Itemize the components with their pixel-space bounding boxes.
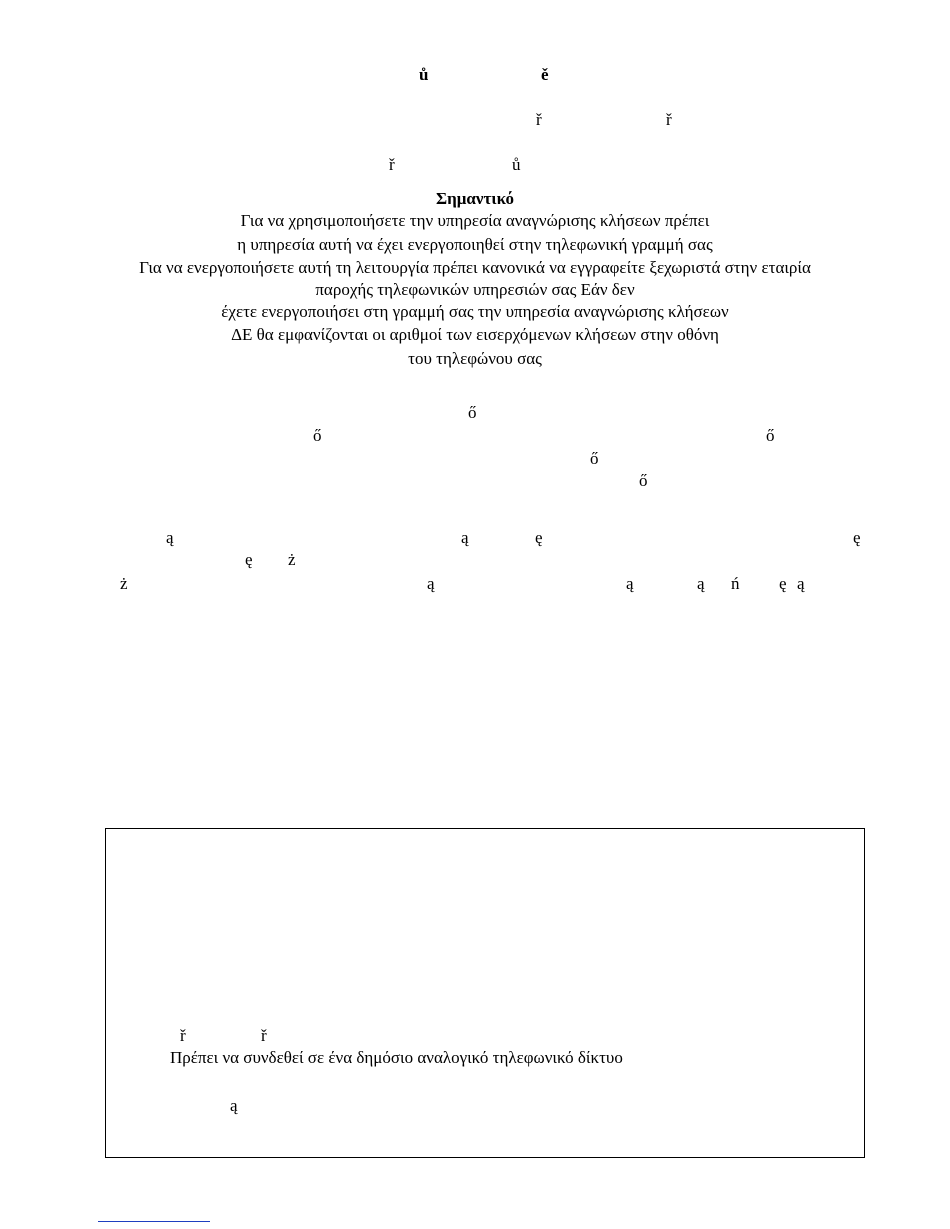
box-mark: ą [230, 1096, 238, 1115]
middle-mark: ő [639, 471, 648, 490]
polish-mark: ą [427, 574, 435, 593]
box-mark: ř [261, 1026, 267, 1045]
polish-mark: ą [166, 528, 174, 547]
header-mark: ř [666, 110, 672, 129]
important-line: Για να χρησιμοποιήσετε την υπηρεσία αναγνώρισης κλήσεων πρέπει [240, 211, 710, 230]
middle-mark: ő [468, 403, 477, 422]
header-mark: ř [389, 155, 395, 174]
polish-mark: ż [288, 550, 296, 569]
important-title: Σημαντικό [435, 189, 515, 208]
polish-mark: ą [797, 574, 805, 593]
header-mark: ě [541, 65, 549, 84]
important-line: Για να ενεργοποιήσετε αυτή τη λειτουργία πρέπει κανονικά να εγγραφείτε ξεχωριστά στην εταιρία [139, 258, 811, 277]
box-text: Πρέπει να συνδεθεί σε ένα δημόσιο αναλογικό τηλεφωνικό δίκτυο [170, 1048, 623, 1067]
polish-mark: ą [461, 528, 469, 547]
important-line: έχετε ενεργοποιήσει στη γραμμή σας την υπηρεσία αναγνώρισης κλήσεων [221, 302, 729, 321]
important-line: η υπηρεσία αυτή να έχει ενεργοποιηθεί στην τηλεφωνική γραμμή σας [237, 235, 713, 254]
polish-mark: ę [245, 550, 253, 569]
header-mark: ů [419, 65, 429, 84]
box-mark: ř [180, 1026, 186, 1045]
middle-mark: ő [590, 449, 599, 468]
polish-mark: ą [697, 574, 705, 593]
header-mark: ř [536, 110, 542, 129]
footnote-separator [98, 1221, 210, 1222]
polish-mark: ż [120, 574, 128, 593]
polish-mark: ę [853, 528, 861, 547]
polish-mark: ą [626, 574, 634, 593]
polish-mark: ę [535, 528, 543, 547]
header-mark: ů [512, 155, 521, 174]
middle-mark: ő [766, 426, 775, 445]
important-line: ΔΕ θα εμφανίζονται οι αριθμοί των εισερχόμενων κλήσεων στην οθόνη [231, 325, 719, 344]
important-line: του τηλεφώνου σας [408, 349, 542, 368]
requirements-box [105, 828, 865, 1158]
middle-mark: ő [313, 426, 322, 445]
important-line: παροχής τηλεφωνικών υπηρεσιών σας Εάν δεν [315, 280, 635, 299]
polish-mark: ę [779, 574, 787, 593]
polish-mark: ń [731, 574, 740, 593]
